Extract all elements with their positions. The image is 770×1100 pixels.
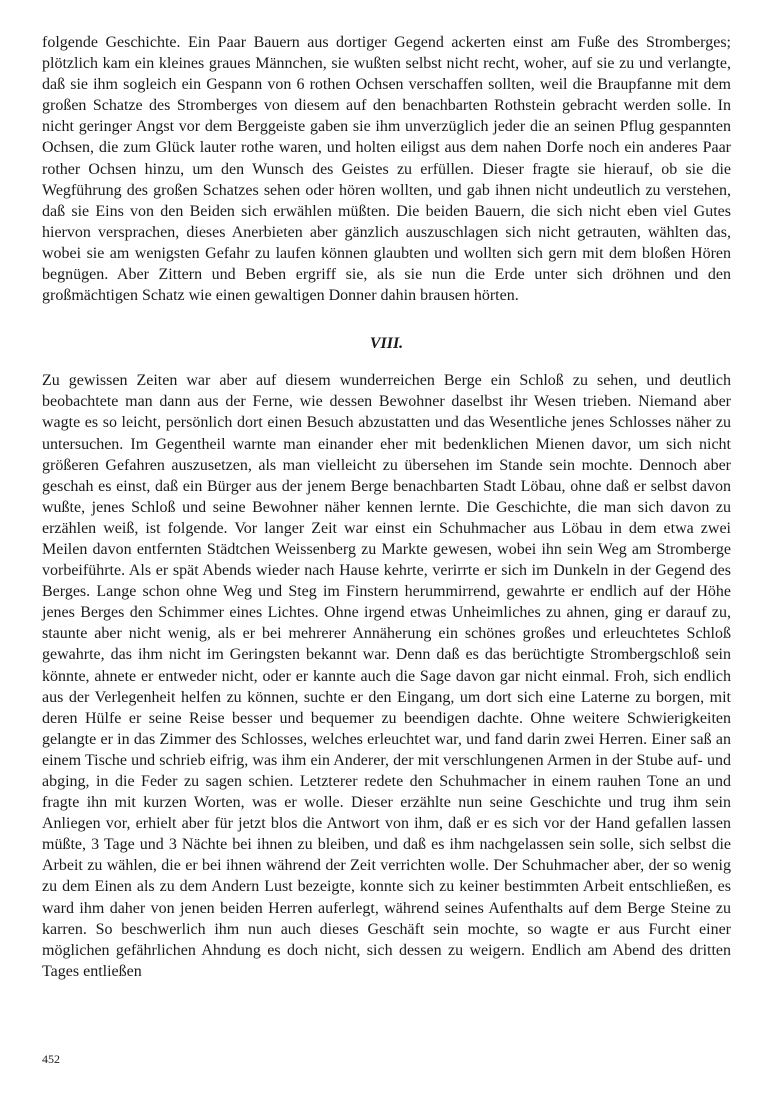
paragraph-section-viii: Zu gewissen Zeiten war aber auf diesem wunderreichen Berge ein Schloß zu sehen, und deutlich beobachtete man dann aus der Ferne, wie dessen Bewohner daselbst ihr Wesen trieben. Niemand aber wagte es so leicht, persönlich dort einen Besuch abzustatten und das Wesentliche jenes Schlosses näher zu untersuchen. Im Gegentheil warnte man einander eher mit bedenklichen Mienen davor, um sich nicht größeren Gefahren auszusetzen, als man vielleicht zu übersehen im Stande sein mochte. Dennoch aber geschah es einst, daß ein Bürger aus der jenem Berge benachbarten Stadt Löbau, ohne daß er selbst davon wußte, jenes Schloß und seine Bewohner näher kennen lernte. Die Geschichte, die man sich davon zu erzählen weiß, ist folgende. Vor langer Zeit war einst ein Schuhmacher aus Löbau in dem etwa zwei Meilen davon entfernten Städtchen Weissenberg zu Markte gewesen, wobei ihn sein Weg am Stromberge vorbeiführte. Als er spät Abends wieder nach Hause kehrte, verirrte er sich im Dunkeln in der Gegend des Berges. Lange schon ohne Weg und Steg im Finstern herummirrend, gewahrte er endlich auf der Höhe jenes Berges den Schimmer eines Lichtes. Ohne irgend etwas Unheimliches zu ahnen, ging er darauf zu, staunte aber nicht wenig, als er bei mehrerer Annäherung ein schönes großes und erleuchtetes Schloß gewahrte, das ihm nicht im Geringsten bekannt war. Denn daß es das berüchtigte Strombergschloß sein könnte, ahnete er entweder nicht, oder er kannte auch die Sage davon gar nicht einmal. Froh, sich endlich aus der Verlegenheit helfen zu können, suchte er den Eingang, um dort sich eine Laterne zu borgen, mit deren Hülfe er seine Reise besser und bequemer zu beendigen dachte. Ohne weitere Schwierigkeiten gelangte er in das Zimmer des Schlosses, welches erleuchtet war, und fand darin zwei Herren. Einer saß an einem Tische und schrieb eifrig, was ihm ein Anderer, der mit verschlungenen Armen in der Stube auf- und abging, in die Feder zu sagen schien. Letzterer redete den Schuhmacher in einem rauhen Tone an und fragte ihn mit kurzen Worten, was er wolle. Dieser erzählte nun seine Geschichte und trug ihm sein Anliegen vor, erhielt aber für jetzt blos die Antwort von ihm, daß er es sich vor der Hand gefallen lassen müßte, 3 Tage und 3 Nächte bei ihnen zu bleiben, und daß es ihm nachgelassen sein solle, sich selbst die Arbeit zu wählen, die er bei ihnen während der Zeit verrichten wolle. Der Schuhmacher aber, der so wenig zu dem Einen als zu dem Andern Lust bezeigte, konnte sich zu keiner bestimmten Arbeit entschließen, es ward ihm daher von jenen beiden Herren auferlegt, während seines Aufenthalts auf dem Berge Steine zu karren. So beschwerlich ihm nun auch dieses Geschäft sein mochte, so wagte er aus Furcht einer möglichen gefährlichen Ahndung es doch nicht, sich dessen zu weigern. Endlich am Abend des dritten Tages entließen (42, 372, 731, 980)
paragraph-story-end: folgende Geschichte. Ein Paar Bauern aus dortiger Gegend ackerten einst am Fuße des Stromberges; plötzlich kam ein kleines graues Männchen, sie wußten selbst nicht recht, woher, auf sie zu und verlangte, daß sie ihm sogleich ein Gespann von 6 rothen Ochsen verschaffen sollten, weil die Braupfanne mit dem großen Schatze des Stromberges von diesem auf den benachbarten Rothstein gebracht werden solle. In nicht geringer Angst vor dem Berggeiste gaben sie ihm unverzüglich jeder die an seinen Pflug gespannten Ochsen, die zum Glück lauter rothe waren, und holten eiligst aus dem nahen Dorfe noch ein anderes Paar rother Ochsen hinzu, um den Wunsch des Geistes zu erfüllen. Dieser fragte sie hierauf, ob sie die Wegführung des großen Schatzes sehen oder hören wollten, und gab ihnen nicht undeutlich zu verstehen, daß sie Eins von den Beiden sich erwählen müßten. Die beiden Bauern, die sich nicht eben viel Gutes hiervon versprachen, dieses Anerbieten aber gänzlich auszuschlagen sich nicht getrauten, wählten das, wobei sie am wenigsten Gefahr zu laufen können glaubten und wollten sich gern mit dem bloßen Hören begnügen. Aber Zittern und Beben ergriff sie, als sie nun die Erde unter sich dröhnen und den großmächtigen Schatz wie einen gewaltigen Donner dahin brausen hörten. (42, 34, 731, 305)
page-body (42, 32, 731, 982)
page-number: 452 (42, 1052, 60, 1066)
section-heading: VIII. (369, 335, 404, 353)
